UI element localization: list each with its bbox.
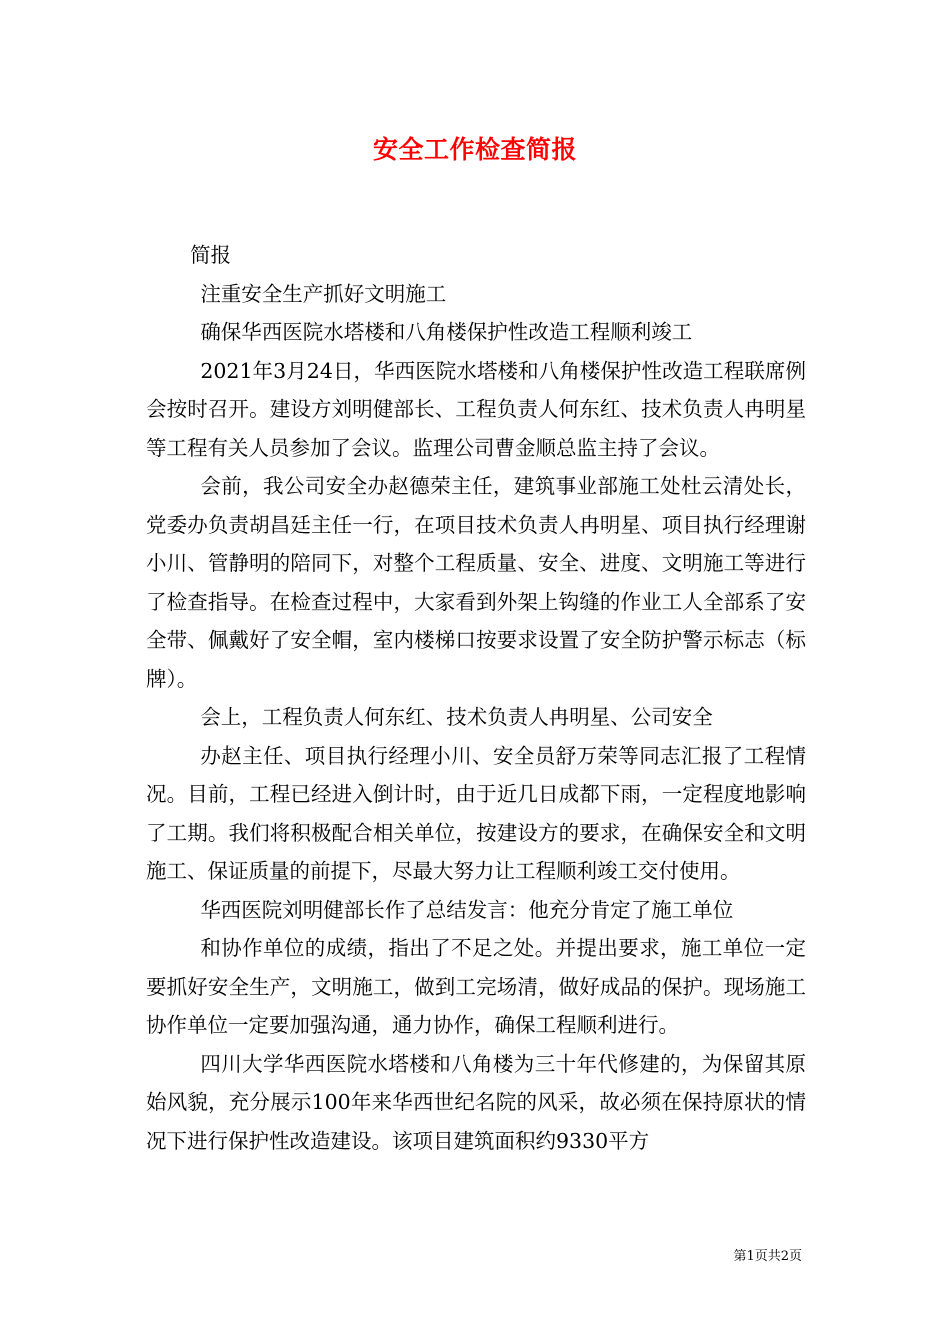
page-number: 第1页共2页 xyxy=(733,1249,802,1264)
paragraph-meeting: 2021年3月24日，华西医院水塔楼和八角楼保护性改造工程联席例会按时召开。建设方刘明健部长、工程负责人何东红、技术负责人冉明星等工程有关人员参加了会议。监理公司曹金顺总监主持了会议。 xyxy=(146,358,806,460)
paragraph-before-meeting: 会前，我公司安全办赵德荣主任，建筑事业部施工处杜云清处长，党委办负责胡昌廷主任一行，在项目技术负责人冉明星、项目执行经理谢小川、管静明的陪同下，对整个工程质量、安全、进度、文明施工等进行了检查指导。在检查过程中，大家看到外架上钩缝的作业工人全部系了安全带、佩戴好了安全帽，室内楼梯口按要求设置了安全防护警示标志（标牌）。 xyxy=(146,474,806,691)
paragraph-heading-brief: 简报 xyxy=(190,243,232,267)
paragraph-subheading-2: 确保华西医院水塔楼和八角楼保护性改造工程顺利竣工 xyxy=(200,320,693,344)
paragraph-summary-intro: 华西医院刘明健部长作了总结发言：他充分肯定了施工单位 xyxy=(200,897,734,922)
document-title: 安全工作检查简报 xyxy=(372,135,577,164)
document-body xyxy=(146,236,806,1160)
paragraph-at-meeting: 会上，工程负责人何东红、技术负责人冉明星、公司安全 xyxy=(200,705,713,729)
paragraph-summary: 和协作单位的成绩，指出了不足之处。并提出要求，施工单位一定要抓好安全生产，文明施工，做到工完场清，做好成品的保护。现场施工协作单位一定要加强沟通，通力协作，确保工程顺利进行。 xyxy=(146,936,806,1037)
paragraph-report: 办赵主任、项目执行经理小川、安全员舒万荣等同志汇报了工程情况。目前，工程已经进入倒计时，由于近几日成都下雨，一定程度地影响了工期。我们将积极配合相关单位，按建设方的要求，在确保安全和文明施工、保证质量的前提下，尽最大努力让工程顺利竣工交付使用。 xyxy=(146,743,806,883)
paragraph-subheading-1: 注重安全生产抓好文明施工 xyxy=(200,281,447,306)
paragraph-project: 四川大学华西医院水塔楼和八角楼为三十年代修建的，为保留其原始风貌，充分展示100年来华西世纪名院的风采，故必须在保持原状的情况下进行保护性改造建设。该项目建筑面积约9330平方 xyxy=(146,1051,806,1153)
